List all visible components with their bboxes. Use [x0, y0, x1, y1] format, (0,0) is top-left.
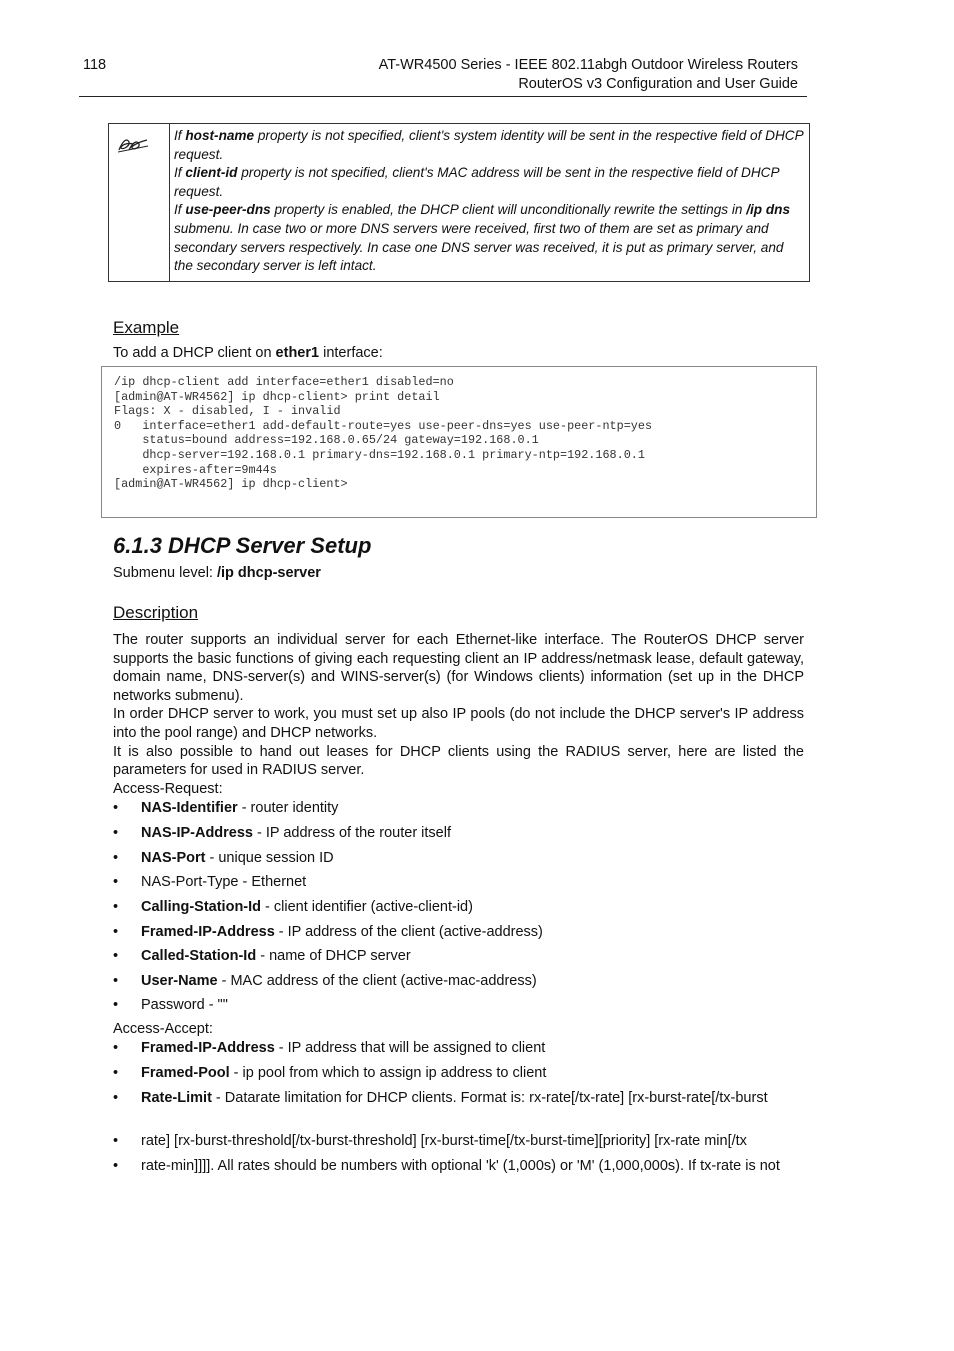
- description-body: [113, 631, 804, 780]
- list-item: • Framed-IP-Address - IP address of the client (active-address): [113, 924, 543, 940]
- list-item: • rate] [rx-burst-threshold[/tx-burst-threshold] [rx-burst-time[/tx-burst-time][priority] [rx-rate min[/tx: [113, 1133, 747, 1149]
- code-block: [101, 366, 817, 518]
- access-accept-label: Access-Accept:: [113, 1021, 213, 1037]
- description-paragraph: In order DHCP server to work, you must set up also IP pools (do not include the DHCP server's IP address into the pool range) and DHCP networks.: [113, 706, 804, 741]
- note-line-host-name: If host-name property is not specified, client's system identity will be sent in the respective field of DHCP request.: [174, 128, 804, 162]
- list-item: • User-Name - MAC address of the client (active-mac-address): [113, 973, 537, 989]
- note-line-use-peer-dns: If use-peer-dns property is enabled, the DHCP client will unconditionally rewrite the settings in /ip dns submenu. In case two or more DNS servers were received, first two of them are set as primary and secondary servers respectively. In case one DNS server was received, it is put as primary server, and the secondary server is left intact.: [174, 202, 791, 274]
- list-item: • Password - "": [113, 997, 228, 1013]
- list-item: • NAS-Port-Type - Ethernet: [113, 874, 307, 890]
- list-item: • NAS-IP-Address - IP address of the router itself: [113, 825, 451, 841]
- note-text: [174, 127, 804, 276]
- code-text: /ip dhcp-client add interface=ether1 disabled=no [admin@AT-WR4562] ip dhcp-client> print detail Flags: X - disabled, I - invalid 0 interface=ether1 add-default-route=yes use-peer-dns=yes use-peer-ntp=yes status=bound address=192.168.0.65/24 gateway=192.168.0.1 dhcp-server=192.168.0.1 primary-dns=192.168.0.1 primary-ntp=192.168.0.1 expires-after=9m44s [admin@AT-WR4562] ip dhcp-client>: [114, 375, 653, 492]
- description-paragraph: The router supports an individual server for each Ethernet-like interface. The RouterOS DHCP server supports the basic functions of giving each requesting client an IP address/netmask lease, default gateway, domain name, DNS-server(s) and WINS-server(s) (for Windows clients) information (set up in the DHCP networks submenu).: [113, 632, 804, 704]
- note-icon-cell: [109, 124, 170, 281]
- pencil-note-icon: [115, 134, 151, 161]
- list-item: • NAS-Port - unique session ID: [113, 850, 334, 866]
- description-paragraph: It is also possible to hand out leases for DHCP clients using the RADIUS server, here are listed the parameters for used in RADIUS server.: [113, 743, 804, 779]
- access-request-label: Access-Request:: [113, 781, 223, 797]
- note-line-client-id: If client-id property is not specified, client's MAC address will be sent in the respective field of DHCP request.: [174, 165, 780, 199]
- list-item: • rate-min]]]]. All rates should be numbers with optional 'k' (1,000s) or 'M' (1,000,000s). If tx-rate is not: [113, 1158, 780, 1174]
- submenu-line: Submenu level: /ip dhcp-server: [113, 565, 321, 581]
- page-number: 118: [83, 57, 107, 73]
- list-item: • Framed-Pool - ip pool from which to assign ip address to client: [113, 1065, 547, 1081]
- list-item: • Rate-Limit - Datarate limitation for DHCP clients. Format is: rx-rate[/tx-rate] [rx-burst-rate[/tx-burst: [113, 1090, 768, 1106]
- list-item: • Framed-IP-Address - IP address that will be assigned to client: [113, 1040, 546, 1056]
- example-heading: Example: [113, 318, 180, 337]
- header-title-line2: RouterOS v3 Configuration and User Guide: [518, 76, 798, 92]
- list-item: • NAS-Identifier - router identity: [113, 800, 339, 816]
- example-intro: To add a DHCP client on ether1 interface:: [113, 345, 383, 361]
- header-rule: [79, 96, 807, 97]
- section-title: 6.1.3 DHCP Server Setup: [113, 533, 372, 558]
- note-box: [108, 123, 810, 282]
- description-heading: Description: [113, 603, 199, 622]
- list-item: • Called-Station-Id - name of DHCP server: [113, 948, 411, 964]
- header-title-line1: AT-WR4500 Series - IEEE 802.11abgh Outdoor Wireless Routers: [378, 57, 798, 73]
- running-header: [379, 56, 798, 94]
- list-item: • Calling-Station-Id - client identifier (active-client-id): [113, 899, 473, 915]
